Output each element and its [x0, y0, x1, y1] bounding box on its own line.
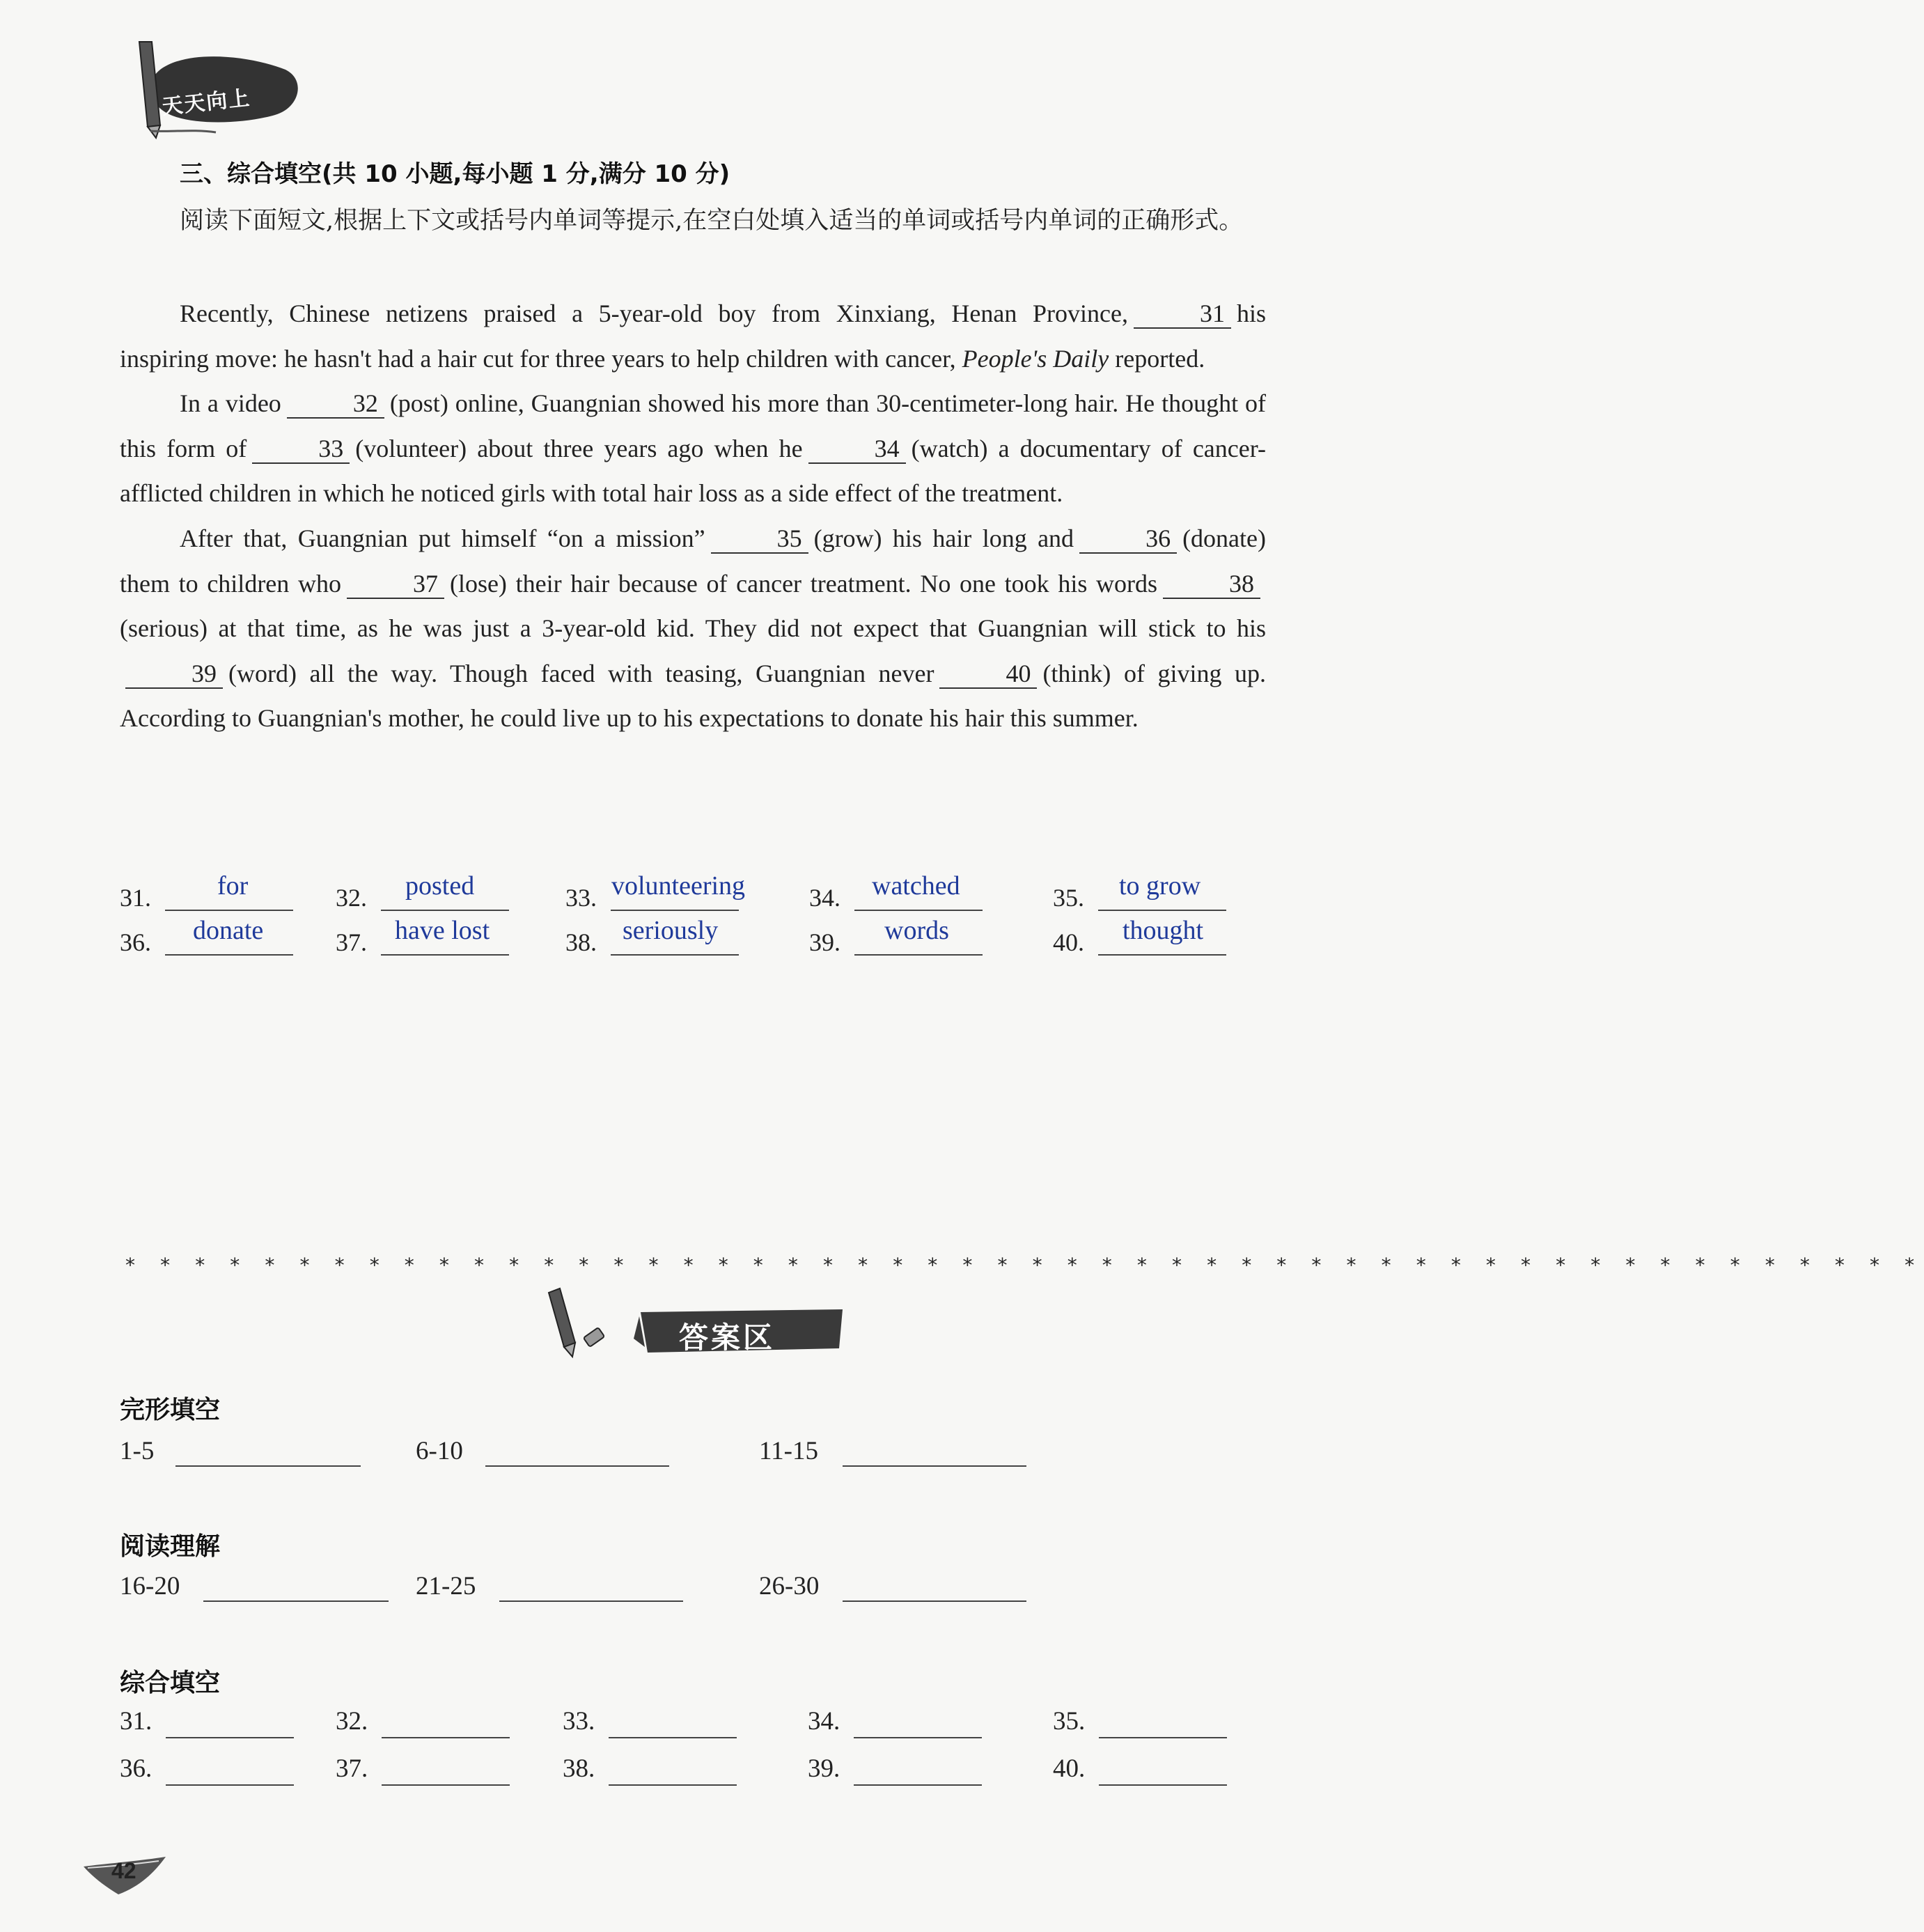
blank-33: 33	[252, 435, 350, 464]
handwritten-answer: posted	[405, 871, 475, 901]
answer-number: 32.	[336, 884, 367, 912]
text-run: his inspiring move: he hasn't had a hair cut for three years to help children with cancer,	[120, 299, 1266, 373]
handwritten-answer: donate	[193, 916, 264, 945]
answer-line	[381, 954, 509, 956]
cloze-range-2: 6-10	[416, 1437, 463, 1465]
text-run: (watch) a documentary of cancer-afflicted children in which he noticed girls with total hair loss as a side effect of the treatment.	[120, 434, 1266, 508]
text-run: reported.	[1115, 344, 1205, 373]
fill-num-32: 32.	[336, 1707, 368, 1736]
fill-num-38: 38.	[563, 1754, 595, 1783]
text-run: (think) of giving up. According to Guangnian's mother, he could live up to his expectations to donate his hair this summer.	[120, 659, 1266, 733]
answer-blank[interactable]	[609, 1784, 737, 1786]
answer-number: 33.	[565, 884, 597, 912]
answer-blank[interactable]	[1099, 1737, 1227, 1738]
answer-blank[interactable]	[843, 1465, 1026, 1467]
answer-row-2	[120, 916, 1304, 961]
handwritten-answer: volunteering	[611, 871, 746, 901]
blank-31: 31	[1134, 299, 1231, 329]
handwritten-answer: to grow	[1119, 871, 1201, 901]
text-run: (grow) his hair long and	[813, 524, 1074, 552]
answer-line	[1098, 910, 1226, 911]
blank-36: 36	[1079, 524, 1177, 554]
text-run: (word) all the way. Though faced with teasing, Guangnian never	[228, 659, 934, 687]
blank-38: 38	[1163, 570, 1260, 599]
blank-32: 32	[287, 389, 384, 419]
text-run: In a video	[180, 389, 281, 418]
reading-heading: 阅读理解	[120, 1532, 221, 1561]
fill-num-37: 37.	[336, 1754, 368, 1783]
answer-number: 37.	[336, 928, 367, 956]
answer-blank[interactable]	[203, 1600, 389, 1602]
answer-number: 36.	[120, 928, 151, 956]
answer-line	[165, 910, 293, 911]
answer-line	[854, 954, 983, 956]
star-separator: * * * * * * * * * * * * * * * * * * * * * * * * * * * * * * * * * * * * * * * * * * * * * * * * * * * *	[125, 1254, 1924, 1277]
fill-num-40: 40.	[1053, 1754, 1086, 1783]
reading-range-3: 26-30	[759, 1572, 820, 1600]
answer-blank[interactable]	[609, 1737, 737, 1738]
answer-line	[611, 954, 739, 956]
paragraph-3	[120, 516, 1266, 741]
answer-line	[381, 910, 509, 911]
blank-39: 39	[125, 660, 223, 689]
page-number: 42	[111, 1858, 136, 1883]
answer-blank[interactable]	[499, 1600, 683, 1602]
answer-line	[611, 910, 739, 911]
text-run: (donate) them to children who	[120, 524, 1266, 598]
answer-line	[165, 954, 293, 956]
answer-blank[interactable]	[382, 1784, 510, 1786]
answer-number: 31.	[120, 884, 151, 912]
reading-range-2: 21-25	[416, 1572, 476, 1600]
logo-text: 天天向上	[160, 86, 252, 120]
answer-blank[interactable]	[166, 1784, 294, 1786]
handwritten-answer: watched	[872, 871, 960, 901]
text-run: After that, Guangnian put himself “on a mission”	[180, 524, 705, 552]
answer-line	[854, 910, 983, 911]
text-run: (post) online, Guangnian showed his more than 30-centimeter-long hair. He thought of this form of	[120, 389, 1267, 462]
text-run: (volunteer) about three years ago when he	[355, 434, 803, 462]
fill-num-36: 36.	[120, 1754, 152, 1783]
answer-banner-label: 答案区	[679, 1321, 776, 1355]
text-run: Recently, Chinese netizens praised a 5-year-old boy from Xinxiang, Henan Province,	[180, 299, 1128, 327]
text-run: (serious) at that time, as he was just a 3-year-old kid. They did not expect that Guangnian will stick to his	[120, 614, 1266, 643]
answer-number: 40.	[1053, 928, 1084, 956]
answer-row-1	[120, 871, 1304, 917]
blank-34: 34	[808, 435, 906, 464]
fill-num-31: 31.	[120, 1707, 152, 1736]
answer-number: 34.	[809, 884, 840, 912]
answer-blank[interactable]	[485, 1465, 669, 1467]
handwritten-answer: have lost	[395, 916, 490, 945]
text-run: (lose) their hair because of cancer treatment. No one took his words	[449, 569, 1157, 598]
answer-blank[interactable]	[1099, 1784, 1227, 1786]
cloze-range-1: 1-5	[120, 1437, 155, 1465]
magazine-name: People's Daily	[962, 344, 1109, 373]
paragraph-2	[120, 381, 1266, 516]
fill-num-39: 39.	[808, 1754, 840, 1783]
answer-number: 38.	[565, 928, 597, 956]
blank-35: 35	[711, 524, 808, 554]
cloze-heading: 完形填空	[120, 1396, 221, 1424]
answer-line	[1098, 954, 1226, 956]
answer-blank[interactable]	[382, 1737, 510, 1738]
answer-blank[interactable]	[854, 1784, 982, 1786]
handwritten-answer: thought	[1123, 916, 1204, 945]
section-title: 三、综合填空(共 10 小题,每小题 1 分,满分 10 分)	[180, 160, 730, 188]
answer-blank[interactable]	[854, 1737, 982, 1738]
fill-num-34: 34.	[808, 1707, 840, 1736]
answer-blank[interactable]	[843, 1600, 1026, 1602]
blank-40: 40	[939, 660, 1037, 689]
answer-number: 39.	[809, 928, 840, 956]
section-instructions: 阅读下面短文,根据上下文或括号内单词等提示,在空白处填入适当的单词或括号内单词的正确形式。	[180, 207, 1244, 235]
handwritten-answer: words	[884, 916, 949, 945]
fill-heading: 综合填空	[120, 1669, 221, 1697]
answer-number: 35.	[1053, 884, 1084, 912]
reading-range-1: 16-20	[120, 1572, 180, 1600]
cloze-range-3: 11-15	[759, 1437, 818, 1465]
fill-num-33: 33.	[563, 1707, 595, 1736]
handwritten-answer: for	[217, 871, 249, 901]
fill-num-35: 35.	[1053, 1707, 1086, 1736]
answer-blank[interactable]	[166, 1737, 294, 1738]
paragraph-1	[120, 291, 1266, 381]
reading-passage	[120, 291, 1266, 741]
answer-blank[interactable]	[175, 1465, 361, 1467]
blank-37: 37	[347, 570, 444, 599]
handwritten-answer: seriously	[623, 916, 719, 945]
